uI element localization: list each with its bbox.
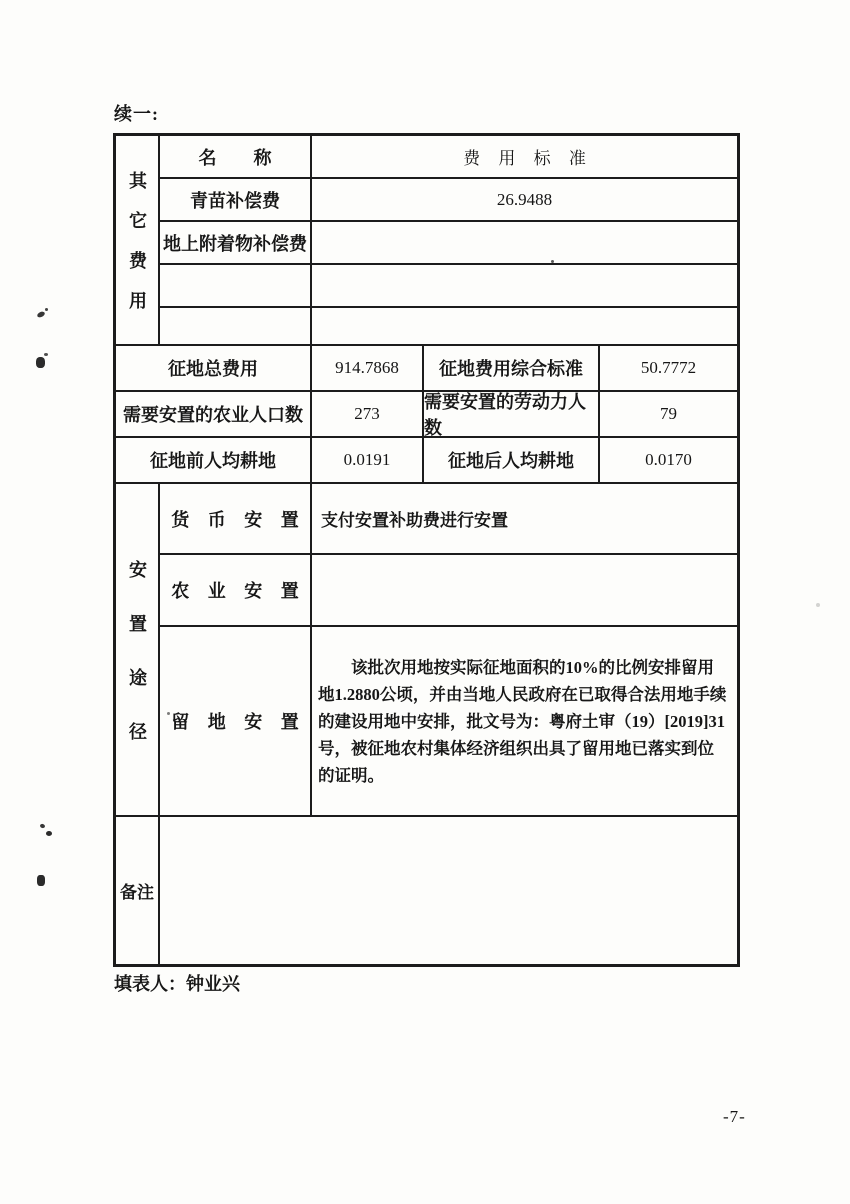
summary-value: 914.7868: [312, 346, 424, 390]
other-fees-side-cell: [116, 136, 160, 344]
ink-smudge: [39, 823, 45, 828]
table-row-monetary: [160, 484, 737, 555]
fee-name-cell: 地上附着物补偿费: [160, 222, 312, 263]
fee-name-cell: [160, 265, 312, 306]
ink-smudge: [45, 308, 48, 311]
table-row-reserved-land: [160, 627, 737, 815]
resettlement-content: 支付安置补助费进行安置: [321, 511, 508, 530]
table-row-farmland: [116, 438, 737, 484]
resettlement-side-cell: [116, 484, 160, 815]
ink-speck: [167, 712, 170, 715]
reserved-land-paragraph-cell: [312, 627, 737, 815]
other-fees-section: [116, 136, 737, 346]
other-fees-rows: [160, 136, 737, 344]
ink-speck: [551, 260, 554, 263]
remarks-label: 备注: [116, 817, 160, 964]
resettlement-section: [116, 484, 737, 817]
resettlement-rows: [160, 484, 737, 815]
summary-value: 273: [312, 392, 424, 436]
fee-standard-header: 费 用 标 准: [463, 149, 586, 168]
table-row: [160, 265, 737, 308]
summary-value: 79: [660, 404, 677, 423]
fee-value-cell: [312, 222, 737, 263]
summary-value: 50.7772: [640, 358, 697, 377]
fee-value-cell: [312, 265, 737, 306]
resettlement-type-label: 货 币 安 置: [160, 484, 312, 553]
remarks-content: [160, 817, 737, 964]
ink-smudge: [37, 875, 45, 886]
table-row: [160, 222, 737, 265]
fee-name-cell: [160, 308, 312, 344]
table-row: [160, 308, 737, 344]
summary-label: 需要安置的农业人口数: [116, 392, 312, 436]
ink-smudge: [44, 353, 48, 356]
resettlement-type-label: 农 业 安 置: [160, 555, 312, 625]
form-filler-line: 填表人：钟业兴: [114, 974, 240, 994]
fee-header-row: [160, 136, 737, 179]
summary-label: 需要安置的劳动力人数: [424, 392, 600, 436]
ink-smudge: [36, 357, 45, 368]
reserved-land-paragraph: 该批次用地按实际征地面积的10%的比例安排留用地1.2880公顷，并由当地人民政府在已取得合法用地手续的建设用地中安排，批文号为：粤府土审（19）[2019]31号，被征地农村集体经济组织出具了留用地已落实到位的证明。: [318, 657, 727, 785]
resettlement-type-label: 留 地 安 置: [160, 627, 312, 815]
page-number: -7-: [723, 1107, 746, 1126]
ink-smudge: [46, 831, 52, 836]
table-row: [160, 179, 737, 222]
ink-speck: [816, 603, 820, 607]
land-acquisition-fee-table: [113, 133, 740, 967]
resettlement-content: [312, 555, 737, 625]
table-row-total-cost: [116, 346, 737, 392]
resettlement-side-label: 安置途径: [127, 559, 147, 776]
fee-value-cell: 26.9488: [496, 189, 553, 209]
ink-smudge: [36, 311, 45, 319]
fee-name-header: 名 称: [160, 136, 312, 177]
summary-label: 征地总费用: [116, 346, 312, 390]
table-row-population: [116, 392, 737, 438]
summary-label: 征地费用综合标准: [424, 346, 600, 390]
summary-value: 0.0191: [312, 438, 424, 482]
summary-label: 征地后人均耕地: [424, 438, 600, 482]
fee-value-cell: [312, 308, 737, 344]
summary-value: 0.0170: [645, 450, 692, 469]
other-fees-side-label: 其它费用: [127, 171, 147, 331]
remarks-section: [116, 817, 737, 964]
summary-label: 征地前人均耕地: [116, 438, 312, 482]
table-row-agricultural: [160, 555, 737, 627]
continuation-label: 续一:: [114, 104, 159, 124]
fee-name-cell: 青苗补偿费: [160, 179, 312, 220]
